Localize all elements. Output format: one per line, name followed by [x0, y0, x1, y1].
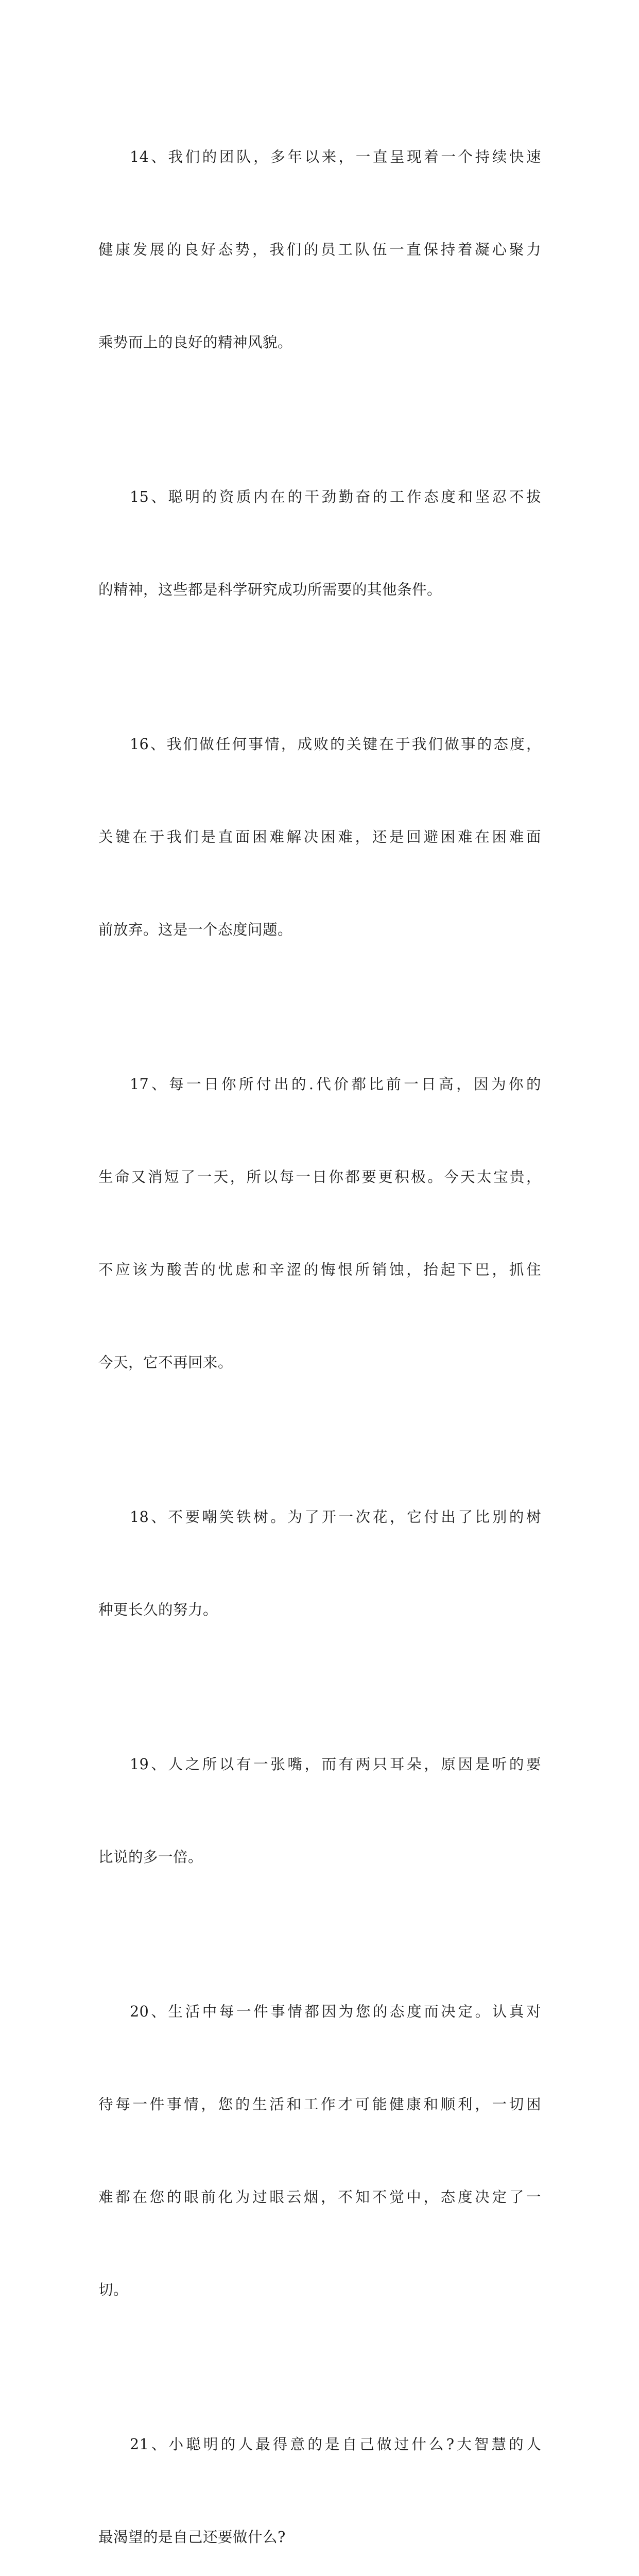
text-line: 21、小聪明的人最得意的是自己做过什么?大智慧的人 [130, 2436, 541, 2453]
text-line: 今天，它不再回来。 [98, 1354, 233, 1371]
paragraph-14 [98, 80, 541, 420]
text-line: 18、不要嘲笑铁树。为了开一次花，它付出了比别的树 [130, 1509, 541, 1526]
text-line: 14、我们的团队，多年以来，一直呈现着一个持续快速 [130, 148, 541, 165]
paragraph-20 [98, 1935, 541, 2367]
text-line: 生命又消短了一天，所以每一日你都要更积极。今天太宝贵， [98, 1168, 541, 1185]
paragraph-21 [98, 2367, 541, 2576]
text-line: 待每一件事情，您的生活和工作才可能健康和顺利，一切困 [98, 2096, 541, 2113]
text-line: 切。 [98, 2281, 129, 2298]
text-line: 种更长久的努力。 [98, 1601, 218, 1618]
text-line: 健康发展的良好态势，我们的员工队伍一直保持着凝心聚力 [98, 241, 541, 258]
text-line: 比说的多一倍。 [98, 1849, 203, 1866]
text-line: 不应该为酸苦的忧虑和辛涩的悔恨所销蚀，抬起下巴，抓住 [98, 1261, 541, 1278]
text-line: 15、聪明的资质内在的干劲勤奋的工作态度和坚忍不拔 [130, 488, 541, 505]
paragraph-18 [98, 1440, 541, 1687]
paragraph-19 [98, 1687, 541, 1935]
text-line: 关键在于我们是直面困难解决困难，还是回避困难在困难面 [98, 828, 541, 845]
text-line: 20、生活中每一件事情都因为您的态度而决定。认真对 [130, 2003, 541, 2020]
paragraph-16 [98, 667, 541, 1007]
text-line: 难都在您的眼前化为过眼云烟，不知不觉中，态度决定了一 [98, 2189, 541, 2206]
text-line: 的精神，这些都是科学研究成功所需要的其他条件。 [98, 581, 442, 598]
text-line: 最渴望的是自己还要做什么? [98, 2529, 286, 2546]
text-line: 19、人之所以有一张嘴，而有两只耳朵，原因是听的要 [130, 1756, 541, 1773]
text-line: 16、我们做任何事情，成败的关键在于我们做事的态度， [130, 736, 541, 753]
document-body [98, 80, 541, 2576]
paragraph-15 [98, 420, 541, 667]
text-line: 17、每一日你所付出的.代价都比前一日高，因为你的 [130, 1076, 541, 1093]
text-line: 乘势而上的良好的精神风貌。 [98, 334, 293, 351]
paragraph-17 [98, 1007, 541, 1440]
text-line: 前放弃。这是一个态度问题。 [98, 921, 293, 938]
